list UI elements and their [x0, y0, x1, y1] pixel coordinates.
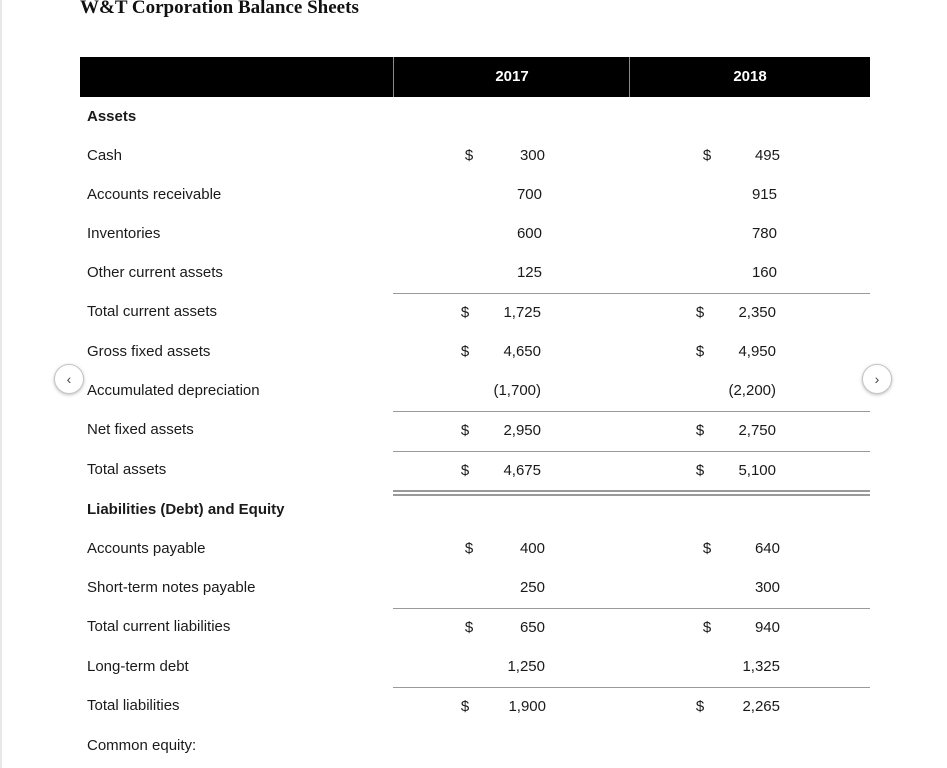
page-title: W&T Corporation Balance Sheets [80, 0, 359, 18]
value-2018: 5,100 [738, 462, 776, 479]
value-2017: 1,250 [507, 658, 545, 675]
section-heading-liabilities: Liabilities (Debt) and Equity [87, 501, 285, 518]
subtotal-rule [393, 451, 870, 452]
row-label: Accounts receivable [87, 186, 222, 203]
value-2018: 2,350 [738, 304, 776, 321]
value-2017: 4,650 [503, 343, 541, 360]
row-label: Gross fixed assets [87, 343, 211, 360]
value-2017: (1,700) [493, 382, 541, 399]
column-header-2017: 2017 [495, 68, 529, 85]
column-header-2018: 2018 [733, 68, 767, 85]
currency-symbol: $ [460, 462, 470, 479]
currency-symbol: $ [695, 698, 705, 715]
row-label: Total current assets [87, 303, 218, 320]
value-2017: 250 [519, 579, 545, 596]
value-2018: 915 [751, 186, 777, 203]
section-heading-assets: Assets [87, 108, 137, 125]
currency-symbol: $ [702, 147, 712, 164]
value-2017: 400 [519, 540, 545, 557]
currency-symbol: $ [464, 540, 474, 557]
currency-symbol: $ [464, 147, 474, 164]
value-2017: 1,725 [503, 304, 541, 321]
header-divider [393, 57, 394, 97]
row-label: Net fixed assets [87, 421, 194, 438]
subtotal-rule [393, 293, 870, 294]
chevron-left-icon: ‹ [66, 371, 72, 387]
row-label: Inventories [87, 225, 161, 242]
value-2017: 4,675 [503, 462, 541, 479]
row-label: Other current assets [87, 264, 223, 281]
row-label: Accumulated depreciation [87, 382, 260, 399]
value-2017: 700 [516, 186, 542, 203]
currency-symbol: $ [464, 619, 474, 636]
value-2017: 125 [516, 264, 542, 281]
row-label: Cash [87, 147, 123, 164]
value-2017: 650 [519, 619, 545, 636]
total-double-rule [393, 494, 870, 496]
value-2018: 160 [751, 264, 777, 281]
currency-symbol: $ [460, 422, 470, 439]
value-2018: 940 [754, 619, 780, 636]
row-label: Total liabilities [87, 697, 180, 714]
row-label: Long-term debt [87, 658, 189, 675]
total-double-rule [393, 490, 870, 492]
next-page-button[interactable] [862, 364, 892, 394]
subtotal-rule [393, 608, 870, 609]
currency-symbol: $ [460, 343, 470, 360]
page-left-border [0, 0, 2, 768]
currency-symbol: $ [695, 304, 705, 321]
value-2018: 1,325 [742, 658, 780, 675]
value-2017: 2,950 [503, 422, 541, 439]
value-2018: (2,200) [728, 382, 776, 399]
row-label: Common equity: [87, 737, 197, 754]
currency-symbol: $ [695, 462, 705, 479]
value-2018: 495 [754, 147, 780, 164]
chevron-right-icon: › [874, 371, 880, 387]
value-2018: 4,950 [738, 343, 776, 360]
value-2018: 640 [754, 540, 780, 557]
currency-symbol: $ [695, 343, 705, 360]
value-2017: 600 [516, 225, 542, 242]
currency-symbol: $ [460, 698, 470, 715]
value-2017: 1,900 [508, 698, 546, 715]
previous-page-button[interactable] [54, 364, 84, 394]
row-label: Total current liabilities [87, 618, 231, 635]
currency-symbol: $ [695, 422, 705, 439]
row-label: Accounts payable [87, 540, 206, 557]
subtotal-rule [393, 411, 870, 412]
row-label: Short-term notes payable [87, 579, 256, 596]
value-2018: 780 [751, 225, 777, 242]
currency-symbol: $ [460, 304, 470, 321]
row-label: Total assets [87, 461, 167, 478]
currency-symbol: $ [702, 619, 712, 636]
value-2018: 2,265 [742, 698, 780, 715]
header-divider [629, 57, 630, 97]
value-2018: 2,750 [738, 422, 776, 439]
value-2018: 300 [754, 579, 780, 596]
value-2017: 300 [519, 147, 545, 164]
subtotal-rule [393, 687, 870, 688]
currency-symbol: $ [702, 540, 712, 557]
